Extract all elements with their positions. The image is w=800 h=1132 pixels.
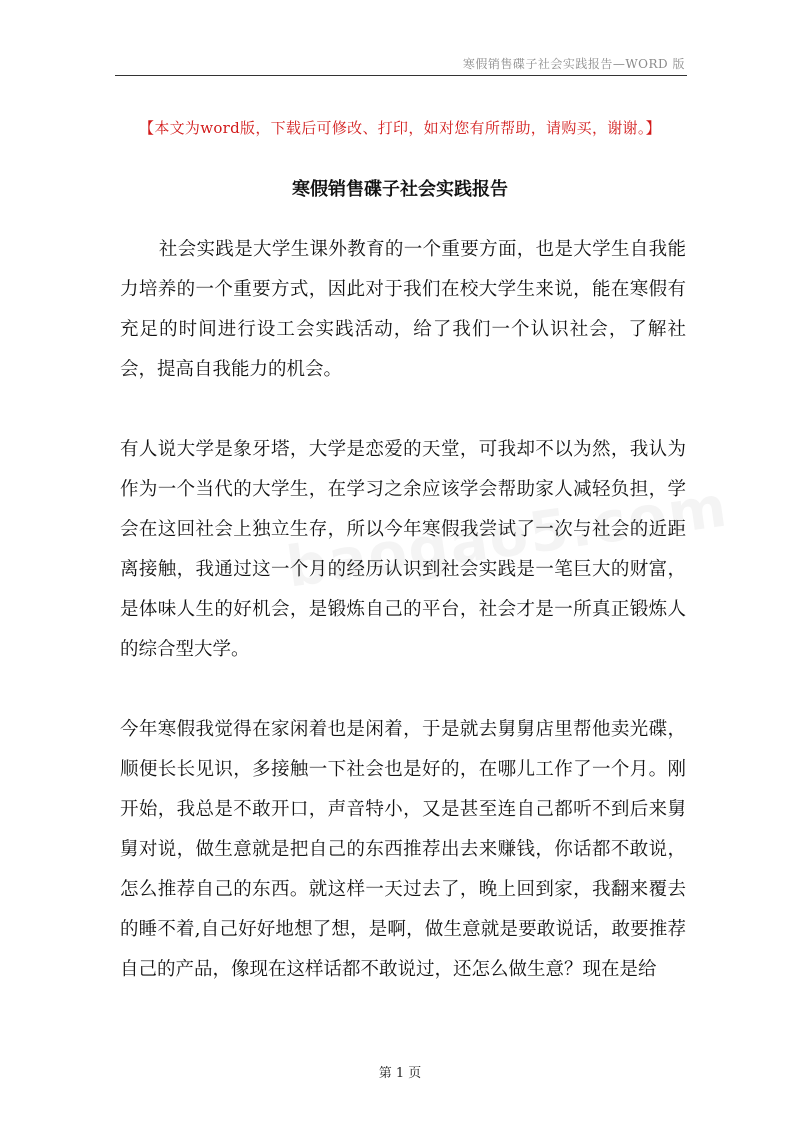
- running-header: 寒假销售碟子社会实践报告—WORD 版: [462, 57, 685, 71]
- document-title: 寒假销售碟子社会实践报告: [292, 179, 508, 200]
- document-body: [120, 230, 686, 990]
- paragraph-1: 社会实践是大学生课外教育的一个重要方面，也是大学生自我能力培养的一个重要方式，因此对于我们在校大学生来说，能在寒假有充足的时间进行设工会实践活动，给了我们一个认识社会，了解社会，提高自我能力的机会。: [120, 239, 686, 380]
- page-number: 第 1 页: [378, 1066, 422, 1081]
- paragraph-2: 有人说大学是象牙塔，大学是恋爱的天堂，可我却不以为然，我认为作为一个当代的大学生，在学习之余应该学会帮助家人减轻负担，学会在这回社会上独立生存，所以今年寒假我尝试了一次与社会的近距离接触，我通过这一个月的经历认识到社会实践是一笔巨大的财富，是体味人生的好机会，是锻炼自己的平台，社会才是一所真正锻炼人的综合型大学。: [120, 439, 686, 660]
- header-divider: [115, 75, 687, 76]
- download-notice: 【本文为word版，下载后可修改、打印，如对您有所帮助，请购买，谢谢。】: [139, 119, 661, 137]
- paragraph-3: 今年寒假我觉得在家闲着也是闲着，于是就去舅舅店里帮他卖光碟，顺便长长见识，多接触一下社会也是好的，在哪儿工作了一个月。刚开始，我总是不敢开口，声音特小，又是甚至连自己都听不到后来舅舅对说，做生意就是把自己的东西推荐出去来赚钱，你话都不敢说，怎么推荐自己的东西。就这样一天过去了，晚上回到家，我翻来覆去的睡不着,自己好好地想了想，是啊，做生意就是要敢说话，敢要推荐自己的产品，像现在这样话都不敢说过，还怎么做生意？现在是给: [120, 719, 686, 980]
